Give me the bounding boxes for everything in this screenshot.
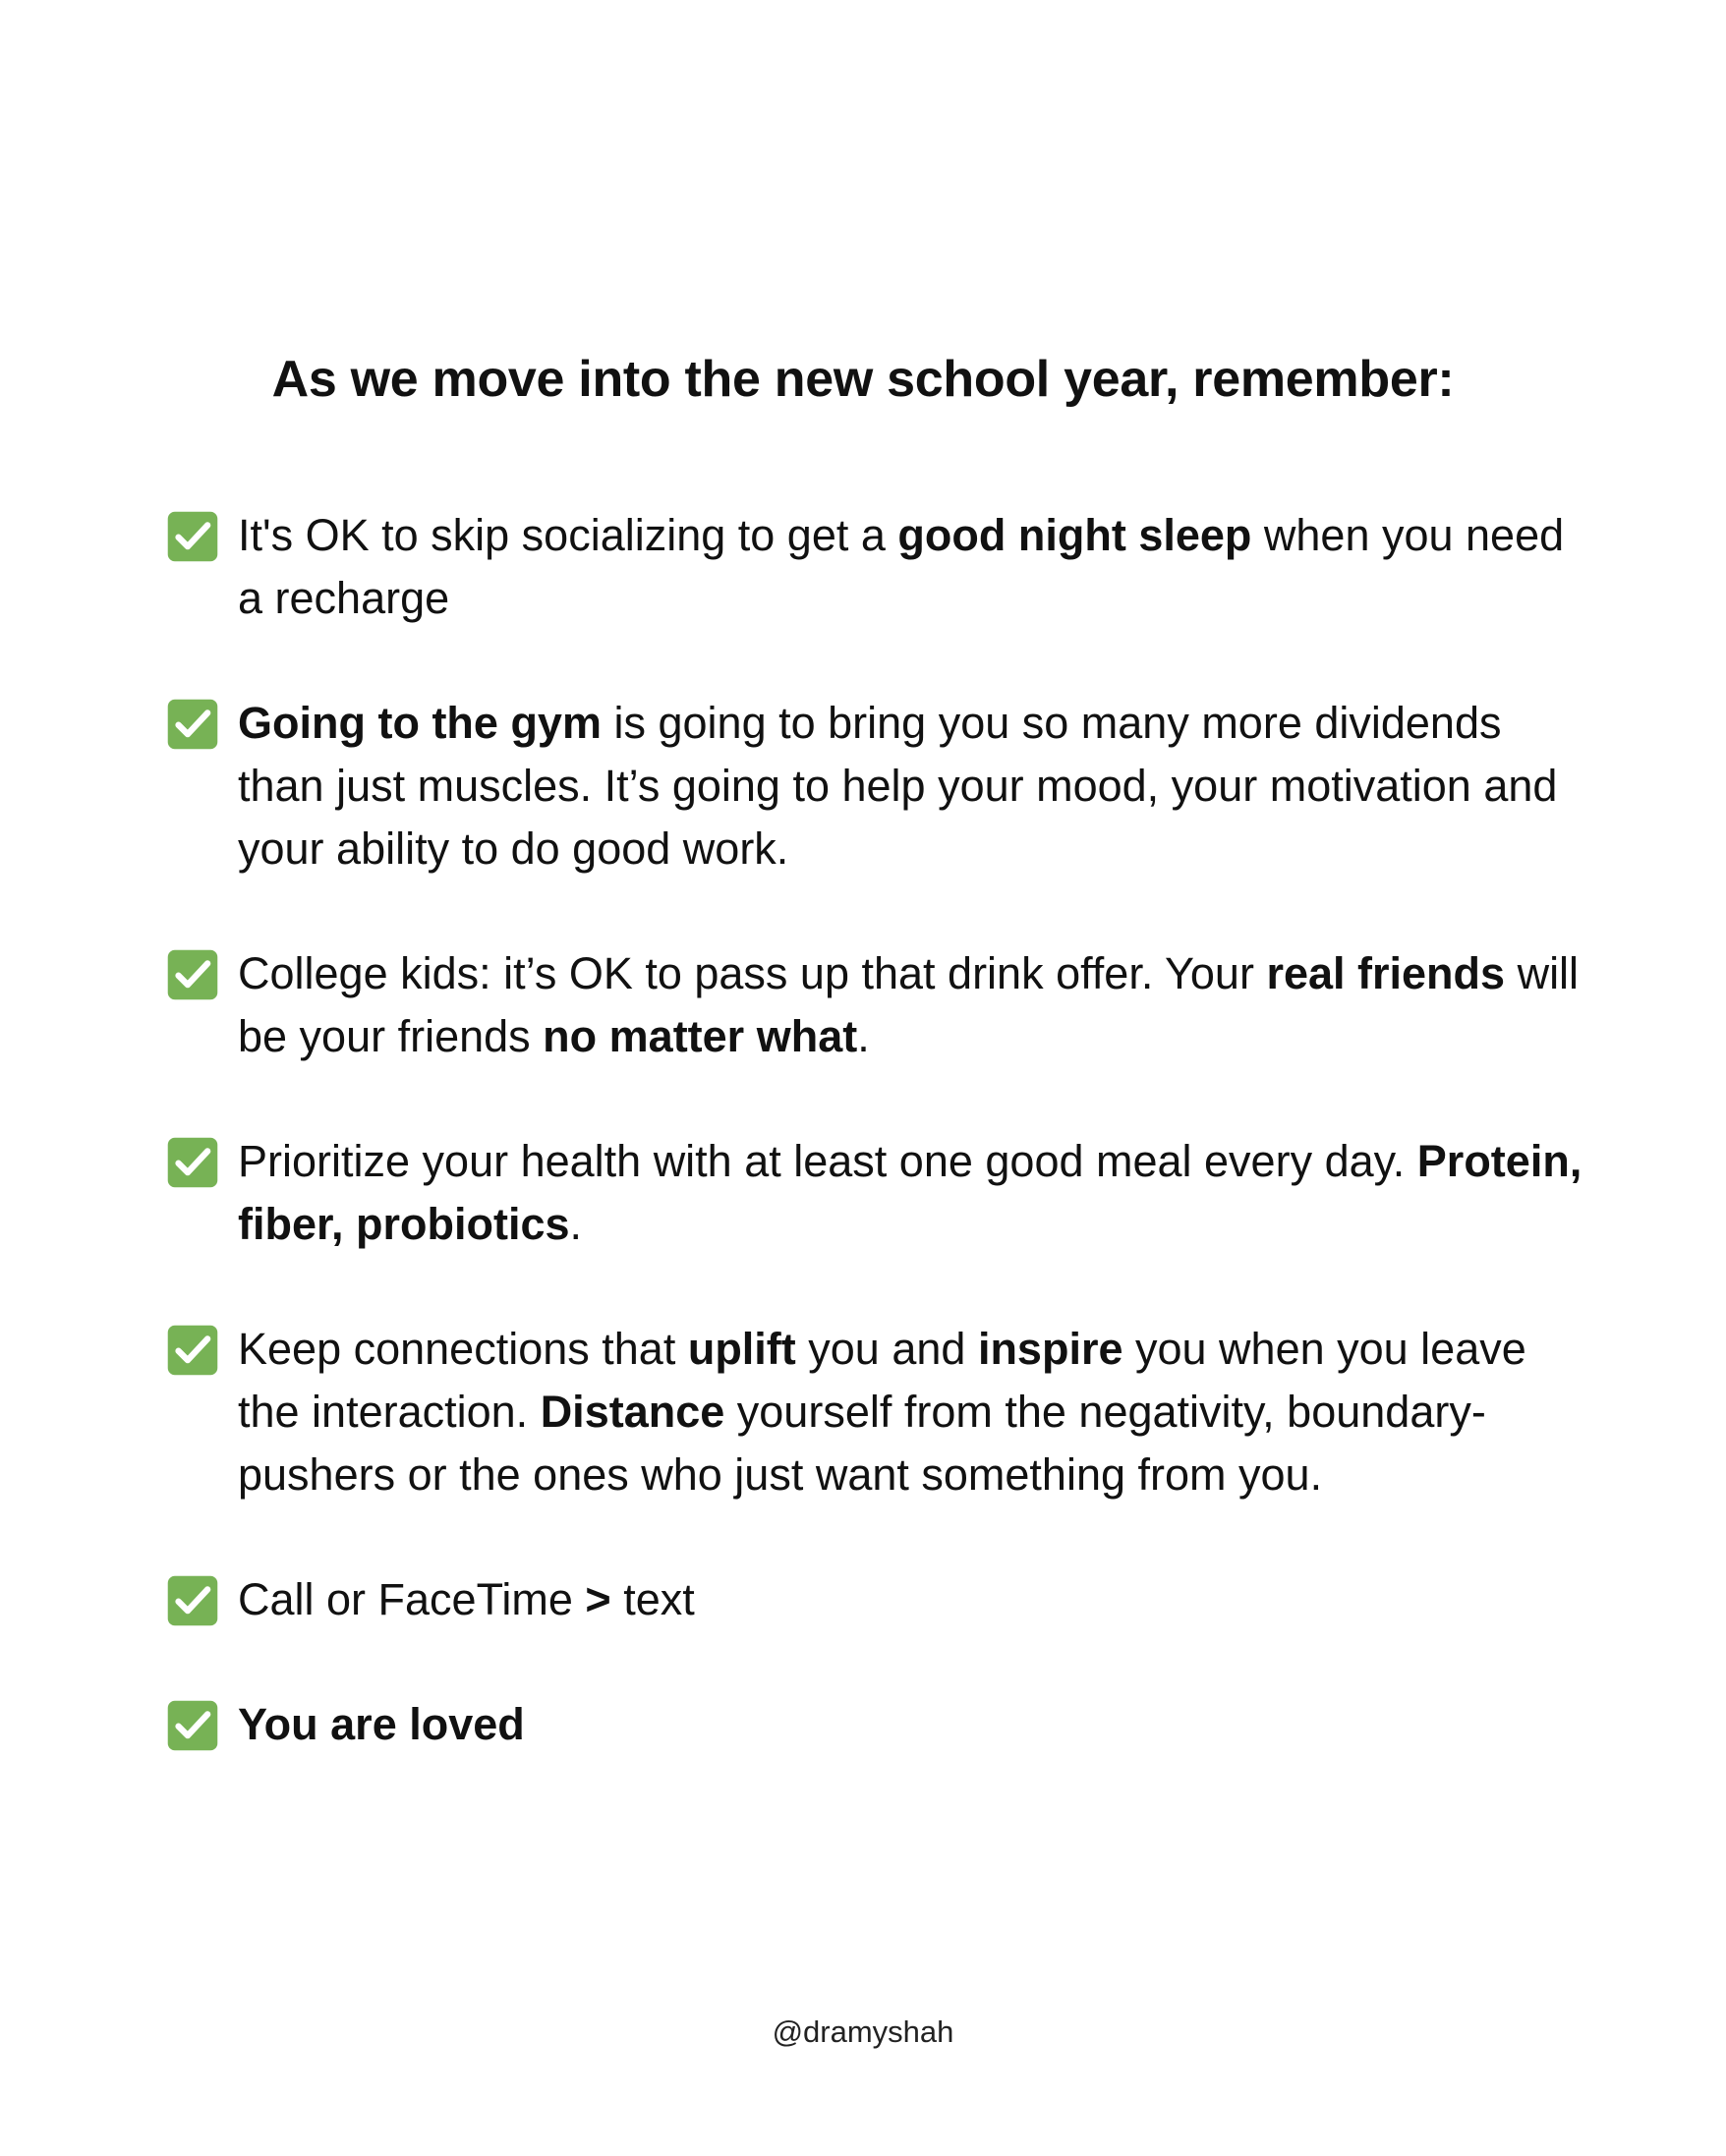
- tip-bold-text: Going to the gym: [238, 698, 602, 748]
- tip-bold-text: You are loved: [238, 1699, 525, 1749]
- tip-plain-text: College kids: it’s OK to pass up that drink offer. Your: [238, 948, 1267, 998]
- tip-plain-text: It's OK to skip socializing to get a: [238, 510, 898, 560]
- tip-bold-text: Distance: [540, 1387, 725, 1437]
- check-mark-button-icon: [167, 1325, 218, 1376]
- tip-bold-text: >: [585, 1574, 611, 1624]
- tip-text: [238, 1568, 1582, 1631]
- tip-text: [238, 504, 1582, 630]
- tips-list: [167, 504, 1582, 1818]
- tip-bold-text: uplift: [687, 1324, 796, 1374]
- tip-plain-text: .: [857, 1011, 870, 1061]
- tip-bold-text: Protein, fiber, probiotics: [238, 1136, 1582, 1249]
- tip-item: [167, 1130, 1582, 1256]
- tip-plain-text: Call or FaceTime: [238, 1574, 586, 1624]
- tip-bold-text: no matter what: [543, 1011, 858, 1061]
- tip-bold-text: inspire: [977, 1324, 1123, 1374]
- tip-text: [238, 692, 1582, 880]
- check-mark-button-icon: [167, 1137, 218, 1188]
- tip-plain-text: will be your friends: [238, 948, 1580, 1061]
- check-mark-button-icon: [167, 699, 218, 750]
- tip-text: [238, 1130, 1582, 1256]
- tip-item: [167, 1568, 1582, 1631]
- tip-item: [167, 1693, 1582, 1756]
- tip-plain-text: you when you leave the interaction.: [238, 1324, 1526, 1437]
- tip-plain-text: Prioritize your health with at least one good meal every day.: [238, 1136, 1417, 1186]
- tip-item: [167, 1318, 1582, 1506]
- tip-plain-text: is going to bring you so many more dividends than just muscles. It’s going to help your mood, your motivation and your ability to do good work.: [238, 698, 1558, 874]
- tip-plain-text: Keep connections that: [238, 1324, 688, 1374]
- check-mark-button-icon: [167, 511, 218, 562]
- tip-bold-text: good night sleep: [897, 510, 1252, 560]
- author-handle: @dramyshah: [772, 2014, 954, 2049]
- tip-plain-text: .: [569, 1199, 583, 1249]
- page-title: As we move into the new school year, remember:: [271, 351, 1455, 408]
- tip-plain-text: yourself from the negativity, boundary-pushers or the ones who just want something from you.: [238, 1387, 1486, 1500]
- tip-plain-text: when you need a recharge: [238, 510, 1565, 623]
- tip-text: [238, 1318, 1582, 1506]
- tip-plain-text: text: [610, 1574, 695, 1624]
- tip-bold-text: real friends: [1266, 948, 1506, 998]
- tip-plain-text: you and: [795, 1324, 978, 1374]
- tip-item: [167, 504, 1582, 630]
- tip-text: [238, 942, 1582, 1068]
- check-mark-button-icon: [167, 1575, 218, 1626]
- tip-text: [238, 1693, 1582, 1756]
- check-mark-button-icon: [167, 1700, 218, 1751]
- tip-item: [167, 942, 1582, 1068]
- tip-item: [167, 692, 1582, 880]
- check-mark-button-icon: [167, 949, 218, 1000]
